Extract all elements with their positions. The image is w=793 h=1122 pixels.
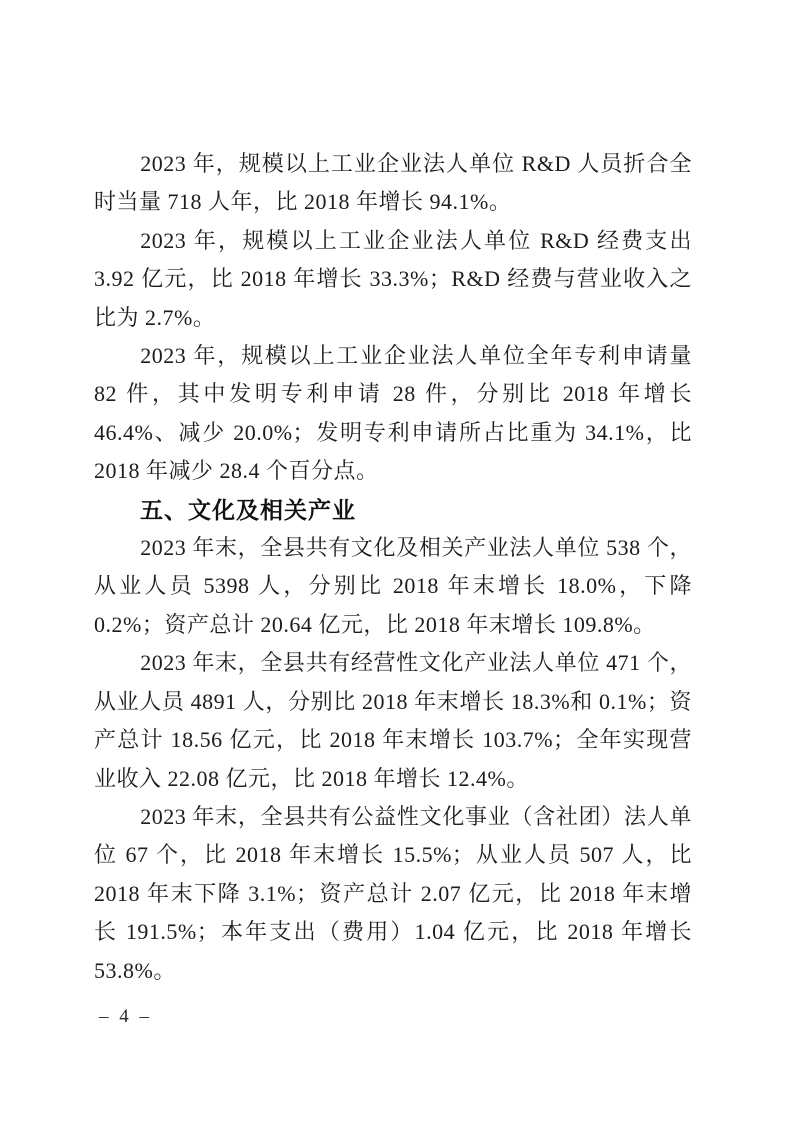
paragraph-patent-applications: 2023 年，规模以上工业企业法人单位全年专利申请量 82 件，其中发明专利申请 28 件，分别比 2018 年增长 46.4%、减少 20.0%；发明专利申请所占比重为 34.1%，比 2018 年减少 28.4 个百分点。: [94, 343, 692, 484]
paragraph-public-welfare-culture: 2023 年末，全县共有公益性文化事业（含社团）法人单位 67 个，比 2018 年末增长 15.5%；从业人员 507 人，比 2018 年末下降 3.1%；资产总计 2.07 亿元，比 2018 年末增长 191.5%；本年支出（费用）1.04 亿元，比 2018 年增长 53.8%。: [94, 803, 692, 983]
paragraph-rd-expenditure: 2023 年，规模以上工业企业法人单位 R&D 经费支出 3.92 亿元，比 2018 年增长 33.3%；R&D 经费与营业收入之比为 2.7%。: [94, 227, 692, 330]
section-heading-culture-industry: 五、文化及相关产业: [140, 496, 356, 523]
paragraph-commercial-culture-industry: 2023 年末，全县共有经营性文化产业法人单位 471 个，从业人员 4891 人，分别比 2018 年末增长 18.3%和 0.1%；资产总计 18.56 亿元，比 2018 年末增长 103.7%；全年实现营业收入 22.08 亿元，比 2018 年增长 12.4%。: [94, 650, 692, 791]
document-body: [94, 145, 692, 990]
paragraph-rd-personnel: 2023 年，规模以上工业企业法人单位 R&D 人员折合全时当量 718 人年，比 2018 年增长 94.1%。: [94, 151, 692, 215]
paragraph-culture-industry-total: 2023 年末，全县共有文化及相关产业法人单位 538 个，从业人员 5398 人，分别比 2018 年末增长 18.0%，下降 0.2%；资产总计 20.64 亿元，比 2018 年末增长 109.8%。: [94, 535, 692, 637]
page-number: – 4 –: [99, 1006, 152, 1027]
